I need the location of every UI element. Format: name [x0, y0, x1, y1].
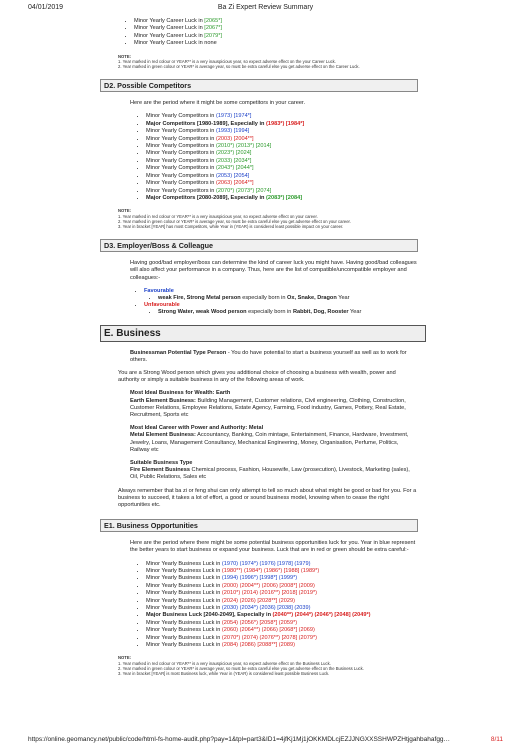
list-item: • Minor Yearly Business Luck in (1980**) (1984*) (1986*) [1988] (1989*) [146, 568, 418, 575]
list-item: • Minor Yearly Business Luck in (1970) (1974*) (1976) [1978] (1979) [146, 561, 418, 568]
list-item: • Minor Yearly Competitors in (2003) [2004**] [146, 136, 418, 143]
report-content [104, 18, 418, 677]
e1-intro: Here are the period where there might be some potential business opportunities luck for you. Year in blue represent the better years to start business or expand your business. Luck that are in red or green should be extra careful:- [130, 540, 416, 554]
section-heading-d2: D2. Possible Competitors [100, 79, 418, 92]
page-url: https://online.geomancy.net/public/code/html-fs-home-audit.php?pay=1&tpl=part3&ID1=4jfKj1Mj1jOKKMDLcjEZJJNGXXSSHWPZHtjgahbahafgg… [28, 736, 451, 743]
business-potential: Businessman Potential Type Person - You do have potential to start a business yourself as well as to work for others. [130, 349, 407, 363]
section-heading-d3: D3. Employer/Boss & Colleague [100, 239, 418, 252]
career-luck-list [118, 18, 418, 48]
list-item: • Major Competitors [2080-2089], Especially in (2083*) [2084] [146, 195, 418, 202]
list-item: • Minor Yearly Business Luck in (2010*) (2014) (2016**) [2018] (2019*) [146, 590, 418, 597]
business-remark: Always remember that ba zi or feng shui can only attempt to tell so much about what might be good or bad for you. For a business to succeed, it takes a lot of effort, a good or sound business model, knowing when to cease the right opportunities etc. [118, 487, 417, 508]
business-intro: You are a Strong Wood person which gives you additional choice of choosing a business with wealth, power and authority or simply a suitable business in any of the following areas of work. [118, 369, 396, 384]
list-item: • Major Business Luck [2040-2049], Especially in (2040**) (2044*) (2046*) [2048] (2049*) [146, 612, 418, 619]
list-item: • Minor Yearly Career Luck in [2065*] [134, 18, 418, 25]
list-item: • Minor Yearly Competitors in (2063) [2064**] [146, 180, 418, 187]
list-item: • Minor Yearly Competitors in (2010*) (2013*) [2014] [146, 143, 418, 150]
favourable-item: • Favourable • weak Fire, Strong Metal person especially born in Ox, Snake, Dragon Year [144, 288, 418, 302]
list-item: • Minor Yearly Business Luck in (2030) (2034*) (2036) [2038] (2039) [146, 605, 418, 612]
list-item: • Minor Yearly Competitors in (2023*) [2024] [146, 150, 418, 157]
print-date: 04/01/2019 [28, 4, 64, 11]
list-item: • Minor Yearly Career Luck in none [134, 40, 418, 47]
list-item: • Minor Yearly Competitors in (1993) [1994] [146, 128, 418, 135]
list-item: • Minor Yearly Business Luck in (2000) (2004**) (2006) [2008*] (2009) [146, 583, 418, 590]
competitors-note: NOTE: 1. Year marked in red colour or YEAR** is a very inauspicious year, so expect adverse effect on your career. 2. Year marked in green colour or YEAR* is average year, so must be extra careful else you get adverse effect on your career. 3. Year in bracket [YEAR] has most Competitors, while Year in (YEAR) is considered least possible impact on your career. [118, 208, 351, 229]
competitors-list [118, 113, 418, 202]
list-item: • Minor Yearly Business Luck in (2070*) (2074) (2076**) [2078] (2079*) [146, 635, 418, 642]
list-item: • Minor Yearly Competitors in (2043*) [2044*] [146, 165, 418, 172]
business-wealth: Most Ideal Business for Wealth: Earth Earth Element Business: Building Management, Customer relations, Civil engineering, Clothing, Construction, Customer Relations, Employee Relations, Estate Agency, Farming, Food industry, Games, Pottery, Real Estate, Recruitment, Sports etc [130, 390, 406, 418]
unfavourable-item: • Unfavourable • Strong Water, weak Wood person especially born in Rabbit, Dog, Rooster Year [144, 302, 418, 316]
career-note: NOTE: 1. Year marked in red colour or YEAR** is a very inauspicious year, so expect adverse effect on the your Career Luck. 2. Year marked in green colour or YEAR* is average year, so must be extra careful else you get adverse effect on the Career Luck. [118, 53, 360, 70]
business-note: NOTE: 1. Year marked in red colour or YEAR** is a very inauspicious year, so expect adverse effect on the Business Luck. 2. Year marked in green colour or YEAR* is average year, so must be extra careful else you get adverse effect on the Business Luck. 3. Year in bracket [YEAR] is most Business luck, while Year in (YEAR) is considered least possible Business Luck. [118, 655, 364, 677]
list-item: • Minor Yearly Business Luck in (2060) (2064**) (2066) [2068*] (2069) [146, 627, 418, 634]
section-heading-e1: E1. Business Opportunities [100, 519, 418, 532]
d2-intro: Here are the period where it might be some competitors in your career. [130, 100, 306, 107]
list-item: • Minor Yearly Business Luck in (2084) (2086) [2088**] (2089) [146, 642, 418, 649]
page-number: 8/11 [490, 736, 503, 743]
business-suitable: Suitable Business Type Fire Element Business Chemical process, Fashion, Housewife, Law (prosecution), Livestock, Marketing (sales), Oil, Public Relations, Sales etc [130, 459, 410, 481]
business-luck-list [118, 561, 418, 650]
list-item: • Minor Yearly Competitors in (2053) [2054] [146, 173, 418, 180]
list-item: • Minor Yearly Business Luck in (1994) (1996*) [1998*] (1999*) [146, 575, 418, 582]
list-item: • Minor Yearly Competitors in (1973) [1974*] [146, 113, 418, 120]
d3-intro: Having good/bad employer/boss can determine the kind of career luck you might have. Having good/bad colleagues will also affect your performance in a company. Thus, here are the list of compatible/uncompatible employer and colleagues:- [130, 260, 417, 281]
document-title: Ba Zi Expert Review Summary [217, 4, 314, 11]
list-item: • Minor Yearly Business Luck in (2024) (2026) [2028**] (2029) [146, 598, 418, 605]
list-item: • Minor Yearly Competitors in (2033) [2034*] [146, 158, 418, 165]
list-item: • Minor Yearly Career Luck in [2079*] [134, 33, 418, 40]
list-item: • Minor Yearly Competitors in (2070*) (2073*) [2074] [146, 188, 418, 195]
list-item: • Major Competitors [1980-1989], Especially in (1983*) [1984*] [146, 121, 418, 128]
list-item: • Minor Yearly Business Luck in (2054) (2056*) [2058*] (2059*) [146, 620, 418, 627]
section-heading-e: E. Business [100, 325, 426, 342]
business-power: Most Ideal Career with Power and Authority: Metal Metal Element Business: Accountancy, Banking, Coin mintage, Entertainment, Finance, Hardware, Investment, Jewelry, Loans, Management Consultancy, Mechanical Engineering, Money, Organisation, Perfume, Politics, Railway etc [130, 425, 409, 453]
compatibility-list [118, 288, 418, 317]
list-item: • Minor Yearly Career Luck in [2067*] [134, 25, 418, 32]
